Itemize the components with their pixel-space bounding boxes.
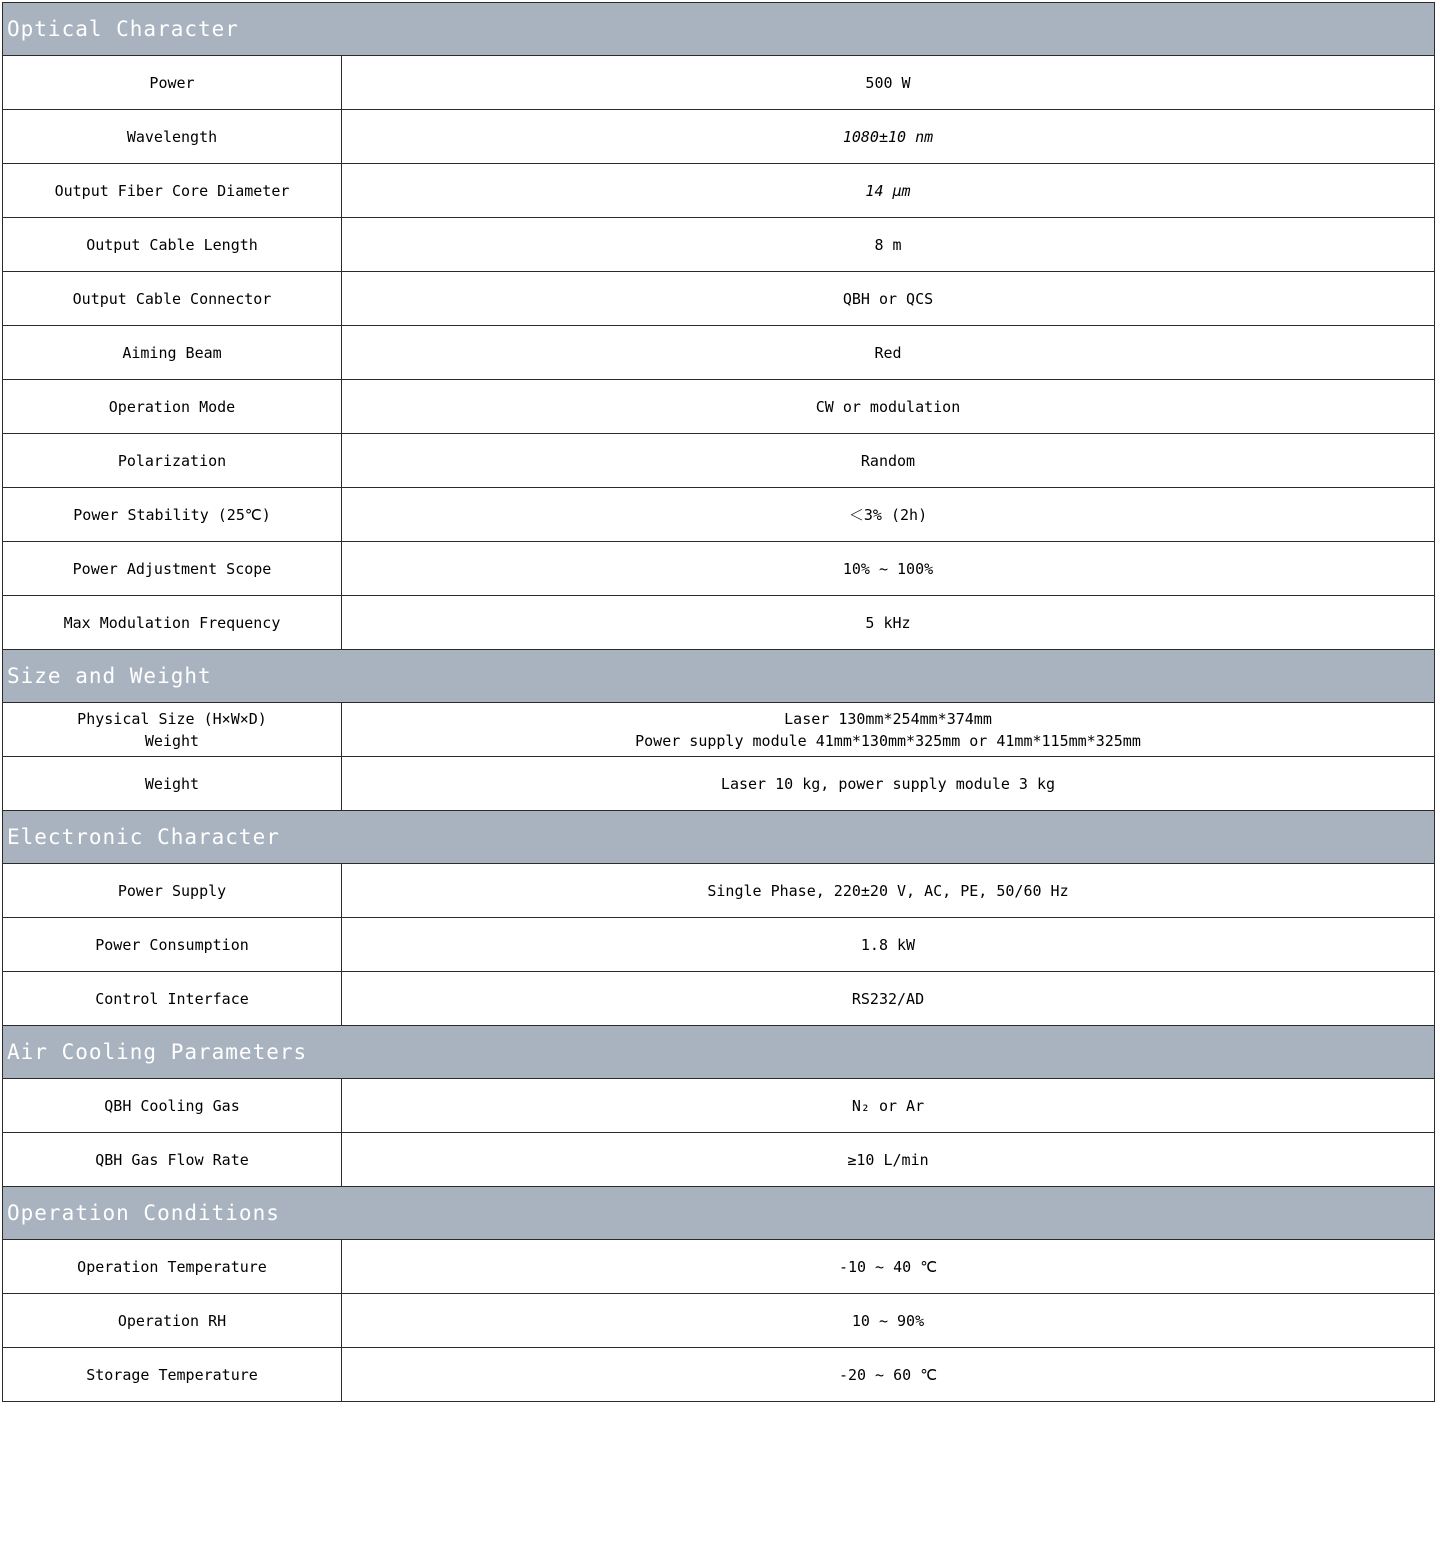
- param-label-cell: [3, 864, 342, 917]
- table-row: [2, 379, 1435, 433]
- param-label: Polarization: [117, 451, 227, 470]
- param-value-cell: [342, 542, 1434, 595]
- param-value: 8 m: [874, 235, 902, 254]
- param-label-cell: [3, 703, 342, 756]
- param-label: Power Consumption: [95, 935, 249, 954]
- param-value-cell: [342, 1079, 1434, 1132]
- param-value-cell: [342, 596, 1434, 649]
- table-row: [2, 325, 1435, 379]
- section-header-electronic-character: Electronic Character: [2, 810, 1435, 863]
- param-value-cell: [342, 918, 1434, 971]
- table-bottom-border: [2, 1401, 1435, 1402]
- table-row: [2, 756, 1435, 810]
- table-row: [2, 971, 1435, 1025]
- param-label: Storage Temperature: [86, 1365, 258, 1384]
- param-value: CW or modulation: [815, 397, 961, 416]
- param-value-cell: [342, 218, 1434, 271]
- param-label: Wavelength: [126, 127, 218, 146]
- table-row: [2, 163, 1435, 217]
- table-row: [2, 55, 1435, 109]
- param-label: Physical Size (H×W×D): [77, 709, 267, 728]
- param-value: 500 W: [865, 73, 911, 92]
- table-row: [2, 271, 1435, 325]
- param-label: Power Supply: [117, 881, 227, 900]
- table-row: [2, 1132, 1435, 1186]
- param-label: QBH Gas Flow Rate: [95, 1150, 249, 1169]
- param-label-cell: [3, 918, 342, 971]
- param-value-cell: [342, 1133, 1434, 1186]
- param-value-cell: [342, 1294, 1434, 1347]
- param-label-cell: [3, 380, 342, 433]
- section-header-operation-conditions: Operation Conditions: [2, 1186, 1435, 1239]
- param-value-cell: [342, 380, 1434, 433]
- param-value: 1.8 kW: [860, 935, 916, 954]
- spec-table: [2, 2, 1435, 1402]
- param-value: QBH or QCS: [842, 289, 934, 308]
- param-value: Single Phase, 220±20 V, AC, PE, 50/60 Hz: [707, 881, 1069, 900]
- param-label-cell: [3, 488, 342, 541]
- param-value-cell: [342, 757, 1434, 810]
- param-label-cell: [3, 1079, 342, 1132]
- param-value-cell: [342, 864, 1434, 917]
- param-label-cell: [3, 1240, 342, 1293]
- table-row: [2, 917, 1435, 971]
- param-value: 14 μm: [865, 181, 911, 200]
- param-value: Laser 130mm*254mm*374mm: [784, 709, 992, 728]
- table-row: [2, 702, 1435, 756]
- param-label: Power Stability (25℃): [73, 505, 271, 524]
- param-label-cell: [3, 1294, 342, 1347]
- param-value: ≥10 L/min: [847, 1150, 929, 1169]
- param-value: 10% ~ 100%: [842, 559, 934, 578]
- param-value-cell: [342, 1348, 1434, 1401]
- param-label: Operation Mode: [108, 397, 236, 416]
- param-label-cell: [3, 542, 342, 595]
- param-label-cell: [3, 596, 342, 649]
- table-row: [2, 433, 1435, 487]
- param-value: RS232/AD: [851, 989, 925, 1008]
- table-row: [2, 217, 1435, 271]
- param-value-cell: [342, 703, 1434, 756]
- table-row: [2, 1347, 1435, 1401]
- param-value-cell: [342, 488, 1434, 541]
- param-value: Red: [874, 343, 902, 362]
- param-label: Output Cable Connector: [72, 289, 272, 308]
- param-value: N₂ or Ar: [851, 1096, 925, 1115]
- param-label-cell: [3, 1133, 342, 1186]
- param-value: Power supply module 41mm*130mm*325mm or 41mm*115mm*325mm: [635, 731, 1141, 750]
- table-row: [2, 109, 1435, 163]
- param-label: QBH Cooling Gas: [104, 1096, 240, 1115]
- param-label: Aiming Beam: [122, 343, 222, 362]
- param-value: -20 ~ 60 ℃: [838, 1365, 938, 1384]
- section-header-size-and-weight: Size and Weight: [2, 649, 1435, 702]
- param-value-cell: [342, 434, 1434, 487]
- param-label-cell: [3, 757, 342, 810]
- param-label: Output Fiber Core Diameter: [54, 181, 290, 200]
- param-label: Power Adjustment Scope: [72, 559, 272, 578]
- table-row: [2, 1293, 1435, 1347]
- param-value-cell: [342, 972, 1434, 1025]
- param-label-cell: [3, 434, 342, 487]
- param-value: ＜3% (2h): [848, 505, 928, 524]
- param-label: Power: [149, 73, 195, 92]
- param-label: Operation Temperature: [77, 1257, 267, 1276]
- param-label-cell: [3, 972, 342, 1025]
- table-row: [2, 1078, 1435, 1132]
- param-value-cell: [342, 110, 1434, 163]
- param-label-cell: [3, 1348, 342, 1401]
- param-value-cell: [342, 1240, 1434, 1293]
- param-label-cell: [3, 272, 342, 325]
- table-row: [2, 863, 1435, 917]
- param-label: Operation RH: [117, 1311, 227, 1330]
- param-label: Max Modulation Frequency: [63, 613, 281, 632]
- table-row: [2, 1239, 1435, 1293]
- param-value-cell: [342, 164, 1434, 217]
- param-label: Weight: [144, 774, 200, 793]
- param-value-cell: [342, 326, 1434, 379]
- param-label-cell: [3, 164, 342, 217]
- param-label-cell: [3, 218, 342, 271]
- table-row: [2, 487, 1435, 541]
- param-value: 10 ~ 90%: [851, 1311, 925, 1330]
- param-label-cell: [3, 56, 342, 109]
- param-label-cell: [3, 110, 342, 163]
- section-header-optical-character: Optical Character: [2, 2, 1435, 55]
- param-label: Control Interface: [95, 989, 249, 1008]
- param-value-cell: [342, 56, 1434, 109]
- param-value-cell: [342, 272, 1434, 325]
- table-row: [2, 595, 1435, 649]
- section-header-air-cooling-parameters: Air Cooling Parameters: [2, 1025, 1435, 1078]
- param-value: -10 ~ 40 ℃: [838, 1257, 938, 1276]
- param-value: 5 kHz: [865, 613, 911, 632]
- param-value: Laser 10 kg, power supply module 3 kg: [720, 774, 1056, 793]
- table-row: [2, 541, 1435, 595]
- param-label: Weight: [144, 731, 200, 750]
- param-label: Output Cable Length: [86, 235, 258, 254]
- param-value: 1080±10 nm: [842, 127, 934, 146]
- param-label-cell: [3, 326, 342, 379]
- param-value: Random: [860, 451, 916, 470]
